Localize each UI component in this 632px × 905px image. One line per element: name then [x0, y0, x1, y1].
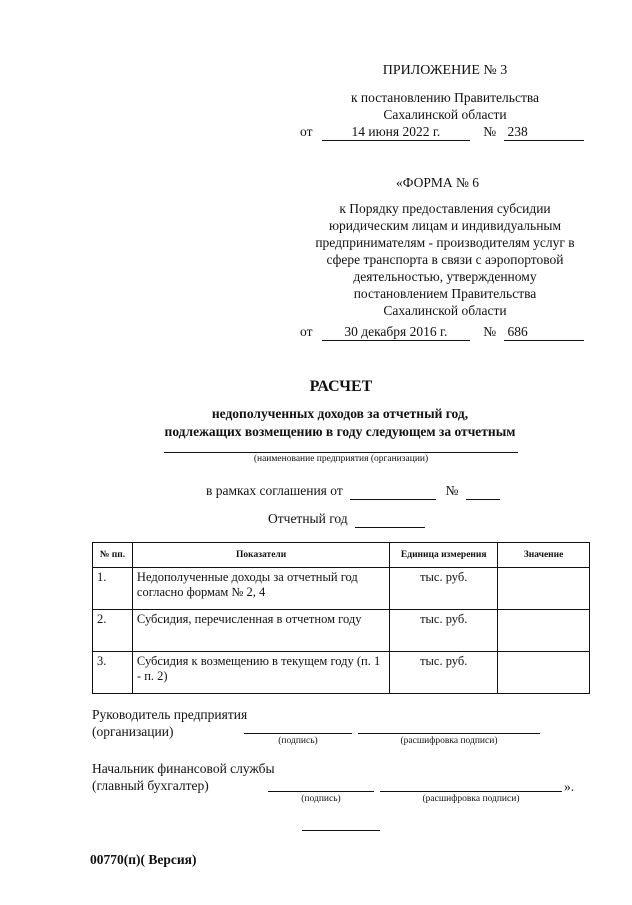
form-line: постановлением Правительства: [353, 286, 537, 301]
form-line: предпринимателям - производителям услуг в: [315, 235, 575, 250]
form-line: сфере транспорта в связи с аэропортовой: [326, 252, 564, 267]
fin-line1: Начальник финансовой службы: [92, 761, 275, 776]
agreement-number-label: №: [445, 483, 459, 498]
end-divider: [302, 830, 380, 831]
from-label: от: [300, 324, 313, 339]
footer-code-text: 00770(п)( Версия): [90, 852, 197, 867]
form-description: [290, 200, 600, 319]
number-label: №: [483, 124, 497, 139]
appendix-subtitle: [290, 89, 600, 123]
appendix-header: [290, 62, 600, 79]
appendix-date: 14 июня 2022 г.: [322, 123, 470, 141]
year-line: [355, 510, 425, 528]
header-unit: Единица измерения: [390, 543, 498, 568]
fin-decode-line: [380, 791, 562, 792]
row-indicator: Субсидия к возмещению в текущем году (п. 1 - п. 2): [132, 652, 389, 694]
head-line2: (организации): [92, 724, 174, 739]
table-header-row: [93, 543, 590, 568]
appendix-date-row: [300, 123, 592, 141]
table-row: [93, 568, 590, 610]
appendix-number: 238: [504, 123, 584, 141]
row-num: 1.: [93, 568, 133, 610]
head-sign-line: [244, 733, 352, 734]
row-num: 3.: [93, 652, 133, 694]
header-value: Значение: [498, 543, 590, 568]
from-label: от: [300, 124, 313, 139]
number-label: №: [483, 324, 497, 339]
row-value: [498, 610, 590, 652]
form-date: 30 декабря 2016 г.: [322, 323, 470, 341]
row-unit: тыс. руб.: [390, 568, 498, 610]
row-value: [498, 568, 590, 610]
agreement-label: в рамках соглашения от: [206, 483, 343, 498]
row-value: [498, 652, 590, 694]
form-number: 686: [504, 323, 584, 341]
form-line: деятельностью, утвержденному: [353, 269, 537, 284]
head-signature-label: [92, 706, 247, 740]
row-num: 2.: [93, 610, 133, 652]
form-line: юридическим лицам и индивидуальным: [328, 218, 562, 233]
form-title: «ФОРМА № 6: [396, 175, 479, 190]
form-date-row: [300, 323, 592, 341]
footer-code: [90, 851, 196, 868]
fin-line2: (главный бухгалтер): [92, 778, 209, 793]
calc-subtitle2: подлежащих возмещению в году следующем за отчетным: [164, 424, 516, 439]
closing-mark: ».: [564, 779, 575, 794]
head-decode-line: [358, 733, 540, 734]
agreement-number-line: [466, 482, 500, 500]
row-unit: тыс. руб.: [390, 652, 498, 694]
table-row: [93, 652, 590, 694]
appendix-line1: к постановлению Правительства: [350, 90, 540, 105]
form-line: к Порядку предоставления субсидии: [339, 201, 551, 216]
org-name-line: [164, 452, 518, 453]
agreement-row: [206, 482, 500, 500]
table-row: [93, 610, 590, 652]
fin-decode-caption: (расшифровка подписи): [422, 794, 520, 804]
org-caption: (наименование предприятия (организации): [253, 454, 429, 464]
fin-sign-line: [268, 791, 374, 792]
header-indicator: Показатели: [132, 543, 389, 568]
fin-signature-label: [92, 760, 275, 794]
fin-sign-caption: (подпись): [301, 794, 341, 804]
head-decode-caption: (расшифровка подписи): [400, 736, 498, 746]
header-num: № пп.: [93, 543, 133, 568]
head-line1: Руководитель предприятия: [92, 707, 248, 722]
year-label: Отчетный год: [268, 511, 348, 526]
year-row: [268, 510, 425, 528]
agreement-date-line: [350, 482, 436, 500]
row-unit: тыс. руб.: [390, 610, 498, 652]
form-line: Сахалинской области: [383, 303, 507, 318]
calc-table: [92, 542, 590, 694]
calc-subtitle1: недополученных доходов за отчетный год,: [211, 406, 469, 421]
row-indicator: Недополученные доходы за отчетный год согласно формам № 2, 4: [132, 568, 389, 610]
head-sign-caption: (подпись): [278, 736, 318, 746]
appendix-title: ПРИЛОЖЕНИЕ № 3: [382, 63, 508, 78]
appendix-line2: Сахалинской области: [383, 107, 507, 122]
row-indicator: Субсидия, перечисленная в отчетном году: [132, 610, 389, 652]
calc-title: РАСЧЕТ: [309, 378, 373, 395]
